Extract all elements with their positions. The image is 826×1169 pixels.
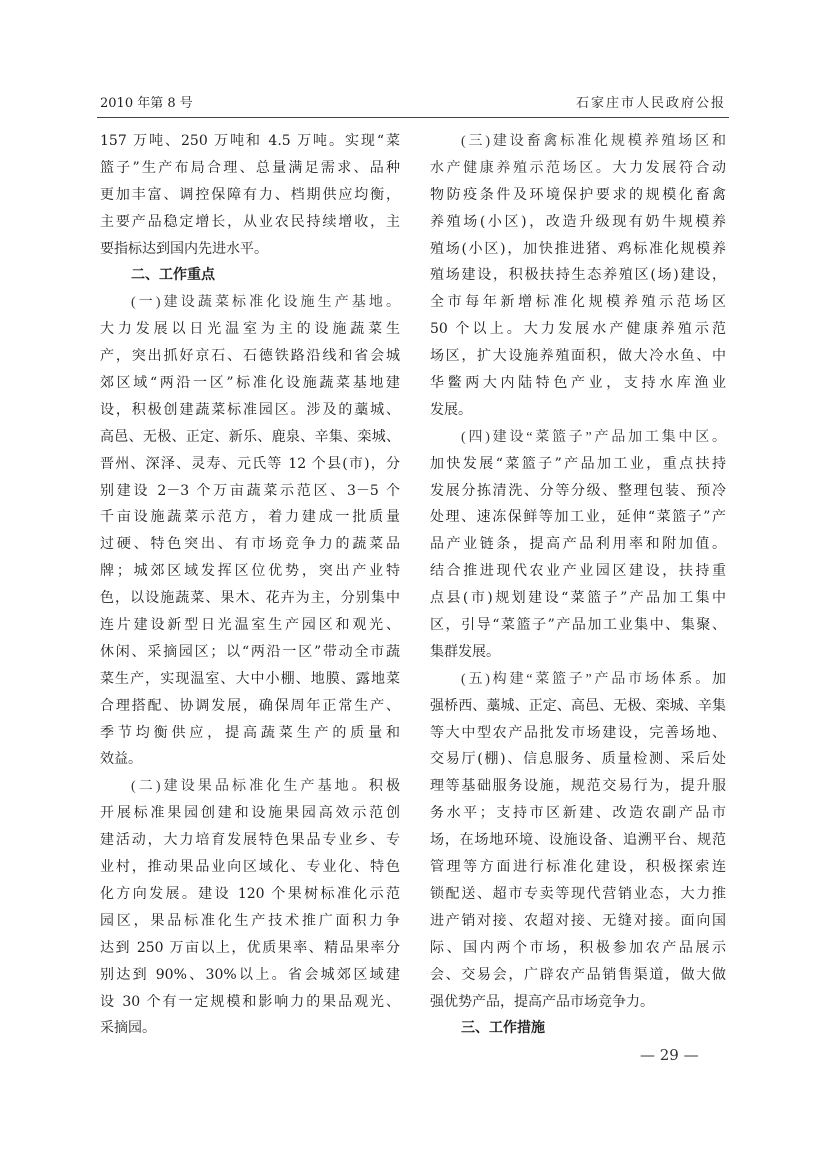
text-line: 高邑、无极、正定、新乐、鹿泉、辛集、栾城、 — [100, 428, 400, 445]
paragraph — [100, 128, 400, 262]
text-line: 157 万吨、250 万吨和 4.5 万吨。实现“菜 — [100, 133, 400, 149]
paragraph — [100, 773, 400, 1042]
text-line — [430, 666, 726, 693]
text-line — [430, 155, 726, 182]
paragraph — [430, 424, 726, 666]
text-line: 过硬、特色突出、有市场竞争力的蔬菜品 — [100, 536, 400, 553]
section-heading — [100, 262, 400, 289]
text-line: 管理等方面进行标准化建设，积极探索连 — [430, 859, 726, 876]
body-text: 加 — [712, 670, 726, 687]
text-line: 场区，扩大设施养殖面积，做大冷水鱼、中 — [430, 348, 726, 365]
text-line: 强优势产品，提高产品市场竞争力。 — [430, 993, 654, 1010]
subsection-title: (五)构建“菜篮子”产品市场体系。 — [461, 671, 712, 687]
text-line: 场，在场地环境、设施设备、追溯平台、规范 — [430, 832, 726, 849]
text-line: 休闲、采摘园区；以“两沿一区”带动全市蔬 — [100, 643, 400, 660]
text-line: 效益。 — [100, 751, 142, 768]
text-line: 养殖场(小区)，改造升级现有奶牛规模养 — [430, 213, 726, 230]
text-line: 殖场(小区)，加快推进猪、鸡标准化规模养 — [430, 240, 726, 257]
text-line: 大力发展以日光温室为主的设施蔬菜生 — [100, 321, 400, 338]
text-line: 合理搭配、协调发展，确保周年正常生产、 — [100, 697, 400, 714]
text-line: 园区，果品标准化生产技术推广面积力争 — [100, 912, 400, 929]
text-line — [100, 773, 400, 800]
text-line: 采摘园。 — [100, 1020, 156, 1037]
text-line: 牌；城郊区域发挥区位优势，突出产业特 — [100, 563, 400, 580]
text-line: 别达到 90%、30%以上。省会城郊区域建 — [100, 966, 400, 983]
text-line: 际、国内两个市场，积极参加农产品展示 — [430, 939, 726, 956]
text-line: 郊区域“两沿一区”标准化设施蔬菜基地建 — [100, 375, 400, 392]
text-line: 50 个以上。大力发展水产健康养殖示范 — [430, 321, 726, 338]
text-line: 千亩设施蔬菜示范方，着力建成一批质量 — [100, 509, 400, 526]
issue-number: 2010 年第 8 号 — [100, 96, 193, 111]
text-line — [430, 128, 726, 155]
text-line: 发展。 — [430, 401, 472, 418]
subsection-title: (四)建设“菜篮子”产品加工集中区。 — [461, 429, 726, 445]
right-column — [430, 128, 726, 1042]
text-line: 要指标达到国内先进水平。 — [100, 240, 268, 257]
text-line: 色，以设施蔬菜、果木、花卉为主，分别集中 — [100, 590, 400, 607]
text-line: 务水平；支持市区新建、改造农副产品市 — [430, 805, 726, 822]
text-line: 点县(市)规划建设“菜篮子”产品加工集中 — [430, 590, 726, 607]
text-line: 业村，推动果品业向区域化、专业化、特色 — [100, 859, 400, 876]
text-line: 处理、速冻保鲜等加工业，延伸“菜篮子”产 — [430, 509, 726, 526]
text-line: 设 30 个有一定规模和影响力的果品观光、 — [100, 993, 400, 1010]
text-line: 殖场建设，积极扶持生态养殖区(场)建设， — [430, 267, 726, 284]
body-text: 大力发展符合动 — [612, 159, 726, 176]
text-line: 别建设 2－3 个万亩蔬菜示范区、3－5 个 — [100, 482, 400, 499]
text-line: 加快发展“菜篮子”产品加工业，重点扶持 — [430, 455, 726, 472]
left-column — [100, 128, 400, 1042]
text-line: 晋州、深泽、灵寿、元氏等 12 个县(市)，分 — [100, 455, 400, 472]
text-line: 达到 250 万亩以上，优质果率、精品果率分 — [100, 939, 400, 956]
subsection-title: (一)建设蔬菜标准化设施生产基地。 — [131, 295, 400, 311]
text-line: 锁配送、超市专卖等现代营销业态，大力推 — [430, 885, 726, 902]
text-line: 交易厅(棚)、信息服务、质量检测、采后处 — [430, 751, 726, 768]
text-line: 篮子”生产布局合理、总量满足需求、品种 — [100, 159, 400, 176]
text-line: 会、交易会，广辟农产品销售渠道，做大做 — [430, 966, 726, 983]
text-line — [100, 289, 400, 316]
text-line: 华鳖两大内陆特色产业，支持水库渔业 — [430, 375, 726, 392]
text-line: 三、工作措施 — [461, 1020, 545, 1037]
header-divider — [97, 117, 729, 118]
text-line: 强桥西、藁城、正定、高邑、无极、栾城、辛集 — [430, 697, 726, 714]
text-line: 开展标准果园创建和设施果园高效示范创 — [100, 805, 400, 822]
section-heading — [430, 1015, 726, 1042]
text-line: 产，突出抓好京石、石德铁路沿线和省会城 — [100, 348, 400, 365]
body-text: 积极 — [368, 778, 400, 795]
text-line: 主要产品稳定增长，从业农民持续增收，主 — [100, 213, 400, 230]
text-line: 物防疫条件及环境保护要求的规模化畜禽 — [430, 186, 726, 203]
text-line: 区，引导“菜篮子”产品加工业集中、集聚、 — [430, 617, 726, 634]
text-line: 品产业链条，提高产品利用率和附加值。 — [430, 536, 726, 553]
text-line: 等大中型农产品批发市场建设，完善场地、 — [430, 724, 726, 741]
text-line: 季节均衡供应，提高蔬菜生产的质量和 — [100, 724, 400, 741]
text-line: 二、工作重点 — [131, 267, 215, 284]
text-line: 连片建设新型日光温室生产园区和观光、 — [100, 617, 400, 634]
text-line: 全市每年新增标准化规模养殖示范场区 — [430, 294, 726, 311]
text-line: 设，积极创建蔬菜标准园区。涉及的藁城、 — [100, 401, 400, 418]
paragraph — [430, 666, 726, 1016]
subsection-title: 水产健康养殖示范场区。 — [430, 160, 613, 176]
text-line: 进产销对接、农超对接、无缝对接。面向国 — [430, 912, 726, 929]
text-line: 结合推进现代农业产业园区建设，扶持重 — [430, 563, 726, 580]
text-line: 菜生产，实现温室、大中小棚、地膜、露地菜 — [100, 670, 400, 687]
subsection-title: (三)建设畜禽标准化规模养殖场区和 — [461, 134, 726, 149]
text-line: 发展分拣清洗、分等分级、整理包装、预冷 — [430, 482, 726, 499]
publication-title: 石家庄市人民政府公报 — [575, 96, 726, 111]
subsection-title: (二)建设果品标准化生产基地。 — [131, 779, 369, 795]
page-number: — 29 — — [640, 1046, 699, 1064]
text-line: 化方向发展。建设 120 个果树标准化示范 — [100, 885, 400, 902]
text-line: 更加丰富、调控保障有力、档期供应均衡， — [100, 186, 400, 203]
text-line: 集群发展。 — [430, 643, 500, 660]
text-line — [430, 424, 726, 451]
text-line: 建活动，大力培育发展特色果品专业乡、专 — [100, 832, 400, 849]
text-line: 理等基础服务设施，规范交易行为，提升服 — [430, 778, 726, 795]
paragraph — [100, 289, 400, 773]
paragraph — [430, 128, 726, 424]
